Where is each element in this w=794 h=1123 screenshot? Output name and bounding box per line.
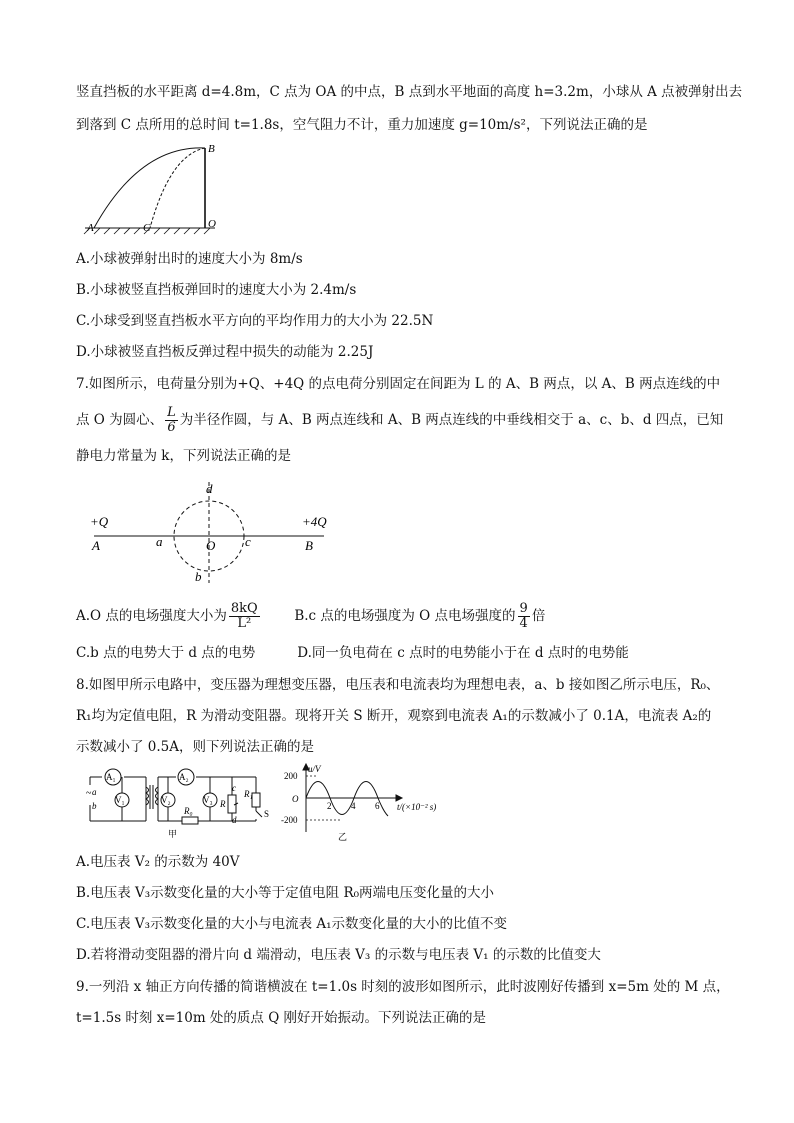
rheostat-r	[228, 795, 236, 813]
option-a-numerator: 8kQ	[230, 601, 258, 616]
radius-fraction	[165, 406, 178, 435]
label-O: O	[206, 538, 216, 553]
x-tick-4: 4	[351, 801, 356, 811]
q6-text-line-1: 竖直挡板的水平距离 d=4.8m，C 点为 OA 的中点，B 点到水平地面的高度 h=3.2m，小球从 A 点被弹射出去	[76, 84, 743, 100]
label-s: S	[264, 809, 270, 819]
caption-jia: 甲	[168, 829, 178, 839]
label-A: A	[87, 222, 94, 234]
q7-text-line-1: 7.如图所示，电荷量分别为+Q、+4Q 的点电荷分别固定在间距为 L 的 A、B 两点，以 A、B 两点连线的中	[76, 376, 721, 392]
q8-text-line-2: R₁均为定值电阻，R 为滑动变阻器。现将开关 S 断开，观察到电流表 A₁的示数减小了 0.1A，电流表 A₂的	[76, 708, 712, 724]
option-a-fraction	[229, 602, 260, 631]
resistor-r0	[182, 817, 198, 824]
q7-text-line-3: 静电力常量为 k，下列说法正确的是	[76, 448, 291, 464]
q9-text-line-2: t=1.5s 时刻 x=10m 处的质点 Q 刚好开始振动。下列说法正确的是	[76, 1010, 487, 1026]
label-a1: A₁	[106, 772, 116, 782]
q8-voltage-graph	[278, 762, 458, 842]
x-tick-6: 6	[375, 801, 380, 811]
q8-option-d: D.若将滑动变阻器的滑片向 d 端滑动，电压表 V₃ 的示数与电压表 V₁ 的示数的比值变大	[76, 947, 601, 963]
q7-option-a-text: A.O 点的电场强度大小为	[76, 608, 227, 624]
trajectory-b-to-c	[150, 148, 205, 228]
origin-label: O	[292, 794, 299, 804]
label-c: c	[232, 783, 236, 793]
label-a-terminal: a	[92, 787, 97, 797]
label-O: O	[208, 218, 216, 230]
q6-figure	[80, 140, 230, 235]
q7-options-cd	[76, 643, 629, 663]
q7-option-d: D.同一负电荷在 c 点时的电势能小于在 d 点时的电势能	[297, 645, 629, 661]
q7-text-line-2	[76, 403, 723, 437]
q7-option-b-text: B.c 点的电场强度为 O 点电场强度的	[294, 608, 516, 624]
q8-text-line-1: 8.如图甲所示电路中，变压器为理想变压器，电压表和电流表均为理想电表，a、b 接如图乙所示电压，R₀、	[76, 677, 720, 693]
option-b-denominator: 4	[519, 616, 528, 631]
label-v2: V₂	[161, 795, 171, 805]
q7-line-2-end: 为半径作圆，与 A、B 两点连线和 A、B 两点连线的中垂线相交于 a、c、b、d 四点，已知	[179, 412, 724, 428]
option-b-fraction	[518, 602, 530, 631]
y-axis-label: u/V	[308, 764, 321, 774]
q7-option-b-suffix: 倍	[531, 608, 546, 624]
q7-figure	[84, 478, 344, 586]
radius-fraction-denominator: 6	[167, 420, 176, 435]
caption-yi: 乙	[338, 832, 348, 842]
q8-circuit-figure	[84, 765, 274, 840]
label-b: b	[195, 569, 202, 584]
x-axis-label: t/(×10⁻² s)	[397, 802, 437, 812]
resistor-r1	[252, 793, 260, 807]
q8-text-line-3: 示数减小了 0.5A，则下列说法正确的是	[76, 739, 315, 755]
label-C: C	[143, 222, 151, 234]
ac-source-icon: ~	[86, 788, 92, 799]
y-tick-top: 200	[284, 771, 298, 781]
q8-option-c: C.电压表 V₃示数变化量的大小与电流表 A₁示数变化量的大小的比值不变	[76, 916, 508, 932]
q7-option-b	[294, 601, 546, 631]
label-d: d	[206, 481, 213, 496]
q7-option-a	[76, 601, 262, 631]
label-B: B	[305, 538, 313, 553]
q6-text-line-2: 到落到 C 点所用的总时间 t=1.8s，空气阻力不计，重力加速度 g=10m/s²，下列说法正确的是	[76, 117, 648, 133]
q6-option-c: C.小球受到竖直挡板水平方向的平均作用力的大小为 22.5N	[76, 313, 434, 329]
label-A: A	[92, 538, 100, 553]
label-d: d	[232, 815, 237, 825]
trajectory-a-to-b	[94, 148, 205, 228]
label-a: a	[156, 534, 163, 549]
q6-option-d: D.小球被竖直挡板反弹过程中损失的动能为 2.25J	[76, 344, 374, 360]
q7-option-c: C.b 点的电势大于 d 点的电势	[76, 645, 256, 661]
q6-option-a: A.小球被弹射出时的速度大小为 8m/s	[76, 251, 303, 267]
label-a2: A₂	[179, 772, 189, 782]
label-v3: V₃	[203, 795, 213, 805]
q7-line-2-start: 点 O 为圆心、	[76, 412, 164, 428]
q6-option-b: B.小球被竖直挡板弹回时的速度大小为 2.4m/s	[76, 282, 357, 298]
q9-text-line-1: 9.一列沿 x 轴正方向传播的简谐横波在 t=1.0s 时刻的波形如图所示，此时波刚好传播到 x=5m 处的 M 点，	[76, 979, 730, 995]
label-B: B	[208, 143, 215, 155]
q7-options-ab	[76, 596, 545, 636]
label-r1: R₁	[244, 789, 253, 799]
label-r: R	[220, 799, 226, 809]
label-plus-q: +Q	[90, 514, 109, 529]
label-r0: R₀	[184, 806, 193, 816]
q8-option-a: A.电压表 V₂ 的示数为 40V	[76, 854, 240, 870]
y-tick-bottom: -200	[281, 815, 298, 825]
label-c: c	[245, 534, 251, 549]
option-b-numerator: 9	[519, 601, 528, 616]
label-b-terminal: b	[92, 801, 97, 811]
label-plus-4q: +4Q	[302, 514, 327, 529]
radius-fraction-numerator: L	[167, 405, 176, 420]
q8-option-b: B.电压表 V₃示数变化量的大小等于定值电阻 R₀两端电压变化量的大小	[76, 885, 495, 901]
x-tick-2: 2	[327, 801, 332, 811]
label-v1: V₁	[115, 795, 125, 805]
option-a-denominator: L²	[237, 616, 252, 631]
